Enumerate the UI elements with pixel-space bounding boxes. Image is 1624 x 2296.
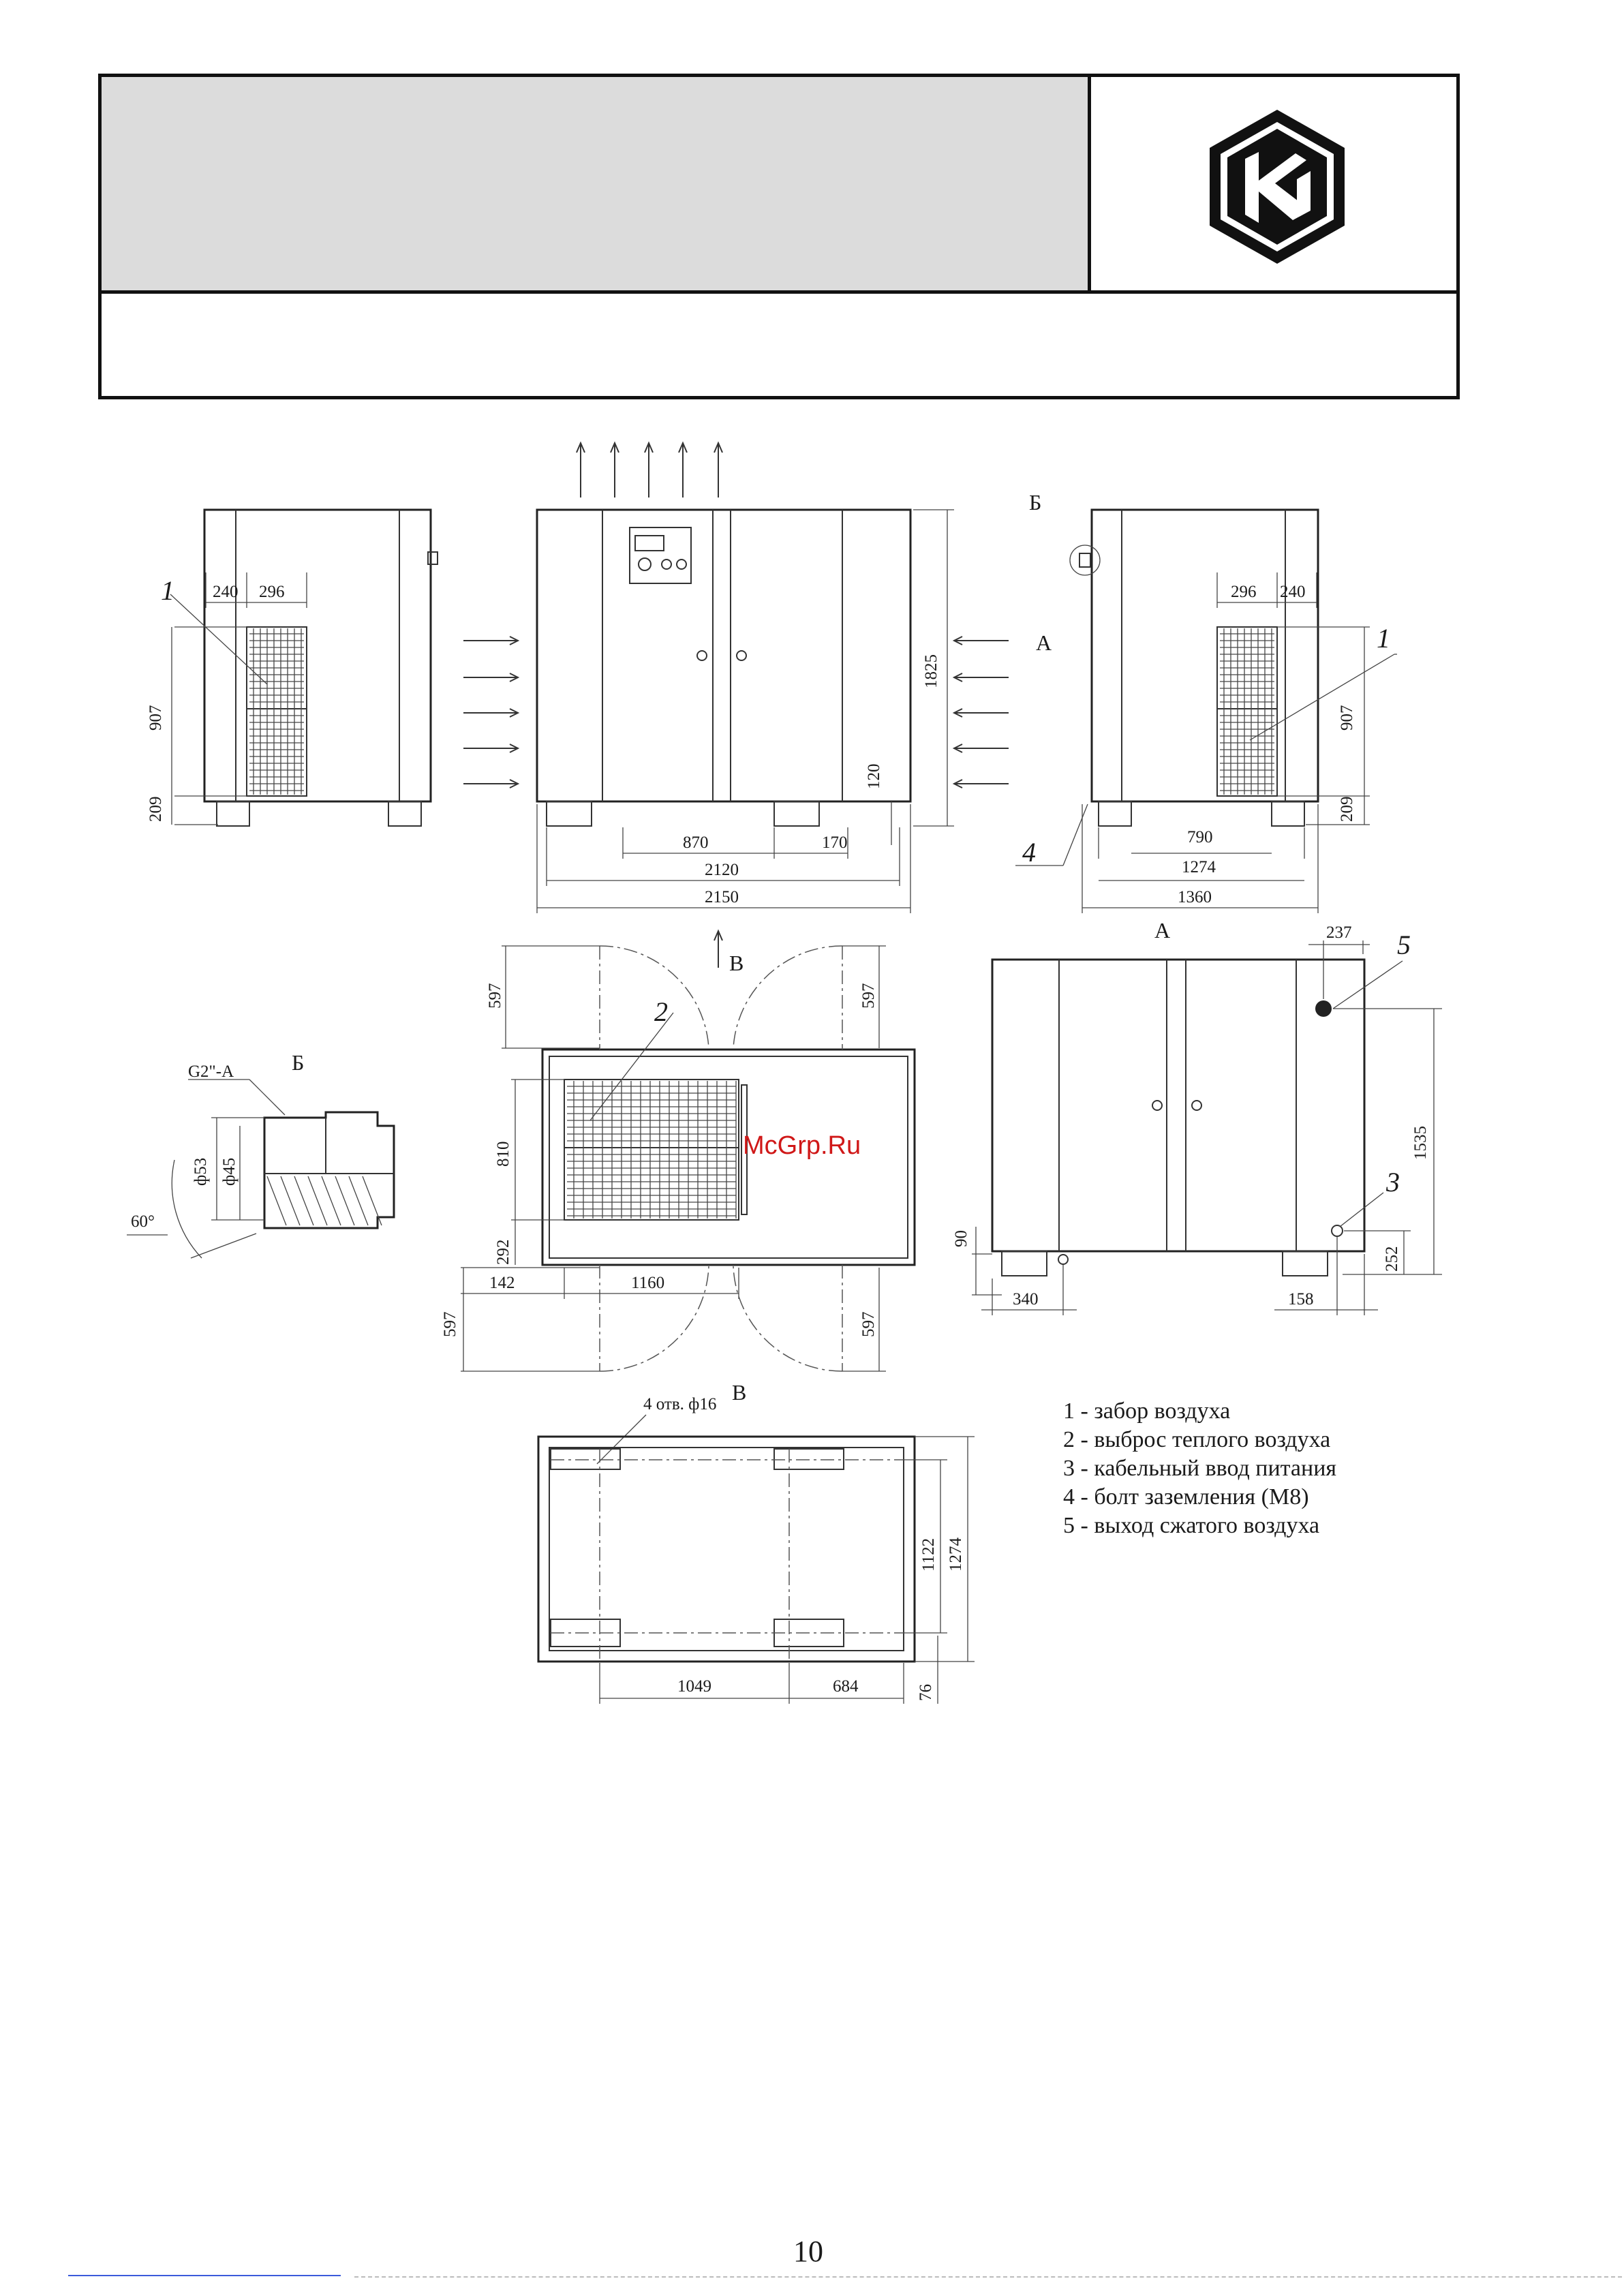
detail-b-view [127, 1050, 394, 1258]
dim-597-top-left: 597 [486, 983, 504, 1009]
dim-296-right: 296 [1231, 583, 1257, 601]
dim-907-right: 907 [1338, 705, 1356, 731]
dim-252: 252 [1383, 1246, 1401, 1272]
dim-907: 907 [147, 705, 165, 731]
dim-142: 142 [489, 1274, 515, 1292]
dim-209-right: 209 [1338, 796, 1356, 822]
dim-158: 158 [1288, 1290, 1314, 1308]
legend-item-4: 4 - болт заземления (М8) [1063, 1484, 1309, 1510]
view-a-title: А [1154, 918, 1171, 943]
detail-b-title: Б [292, 1050, 305, 1075]
view-a [952, 918, 1442, 1315]
dim-phi53: ф53 [191, 1157, 210, 1186]
footer-link[interactable] [68, 2275, 341, 2276]
base-view [538, 1380, 975, 1704]
callout-5: 5 [1397, 930, 1411, 960]
exhaust-arrows [577, 443, 722, 498]
callout-2: 2 [654, 996, 668, 1027]
dim-1360: 1360 [1178, 888, 1212, 906]
dim-1160: 1160 [631, 1274, 665, 1292]
dim-1535: 1535 [1411, 1126, 1430, 1160]
callout-4: 4 [1022, 837, 1036, 868]
view-letter-a: А [1036, 630, 1052, 655]
dim-60deg: 60° [131, 1212, 155, 1231]
dim-1274-right: 1274 [1182, 858, 1216, 876]
legend-item-1: 1 - забор воздуха [1063, 1398, 1231, 1424]
callout-3: 3 [1386, 1167, 1400, 1197]
dim-684: 684 [833, 1677, 859, 1696]
dim-90: 90 [952, 1230, 970, 1247]
callout-1-right: 1 [1377, 623, 1390, 654]
base-view-title: В [732, 1380, 747, 1405]
page-number: 10 [793, 2235, 823, 2268]
dim-2120: 2120 [705, 861, 739, 879]
view-letter-v-top: В [729, 951, 744, 975]
dim-1049: 1049 [677, 1677, 711, 1696]
legend-item-3: 3 - кабельный ввод питания [1063, 1456, 1337, 1481]
callout-1-left: 1 [161, 575, 174, 606]
grille-pattern [249, 628, 304, 795]
dim-209: 209 [147, 796, 165, 822]
legend [1063, 1397, 1336, 1540]
thread-label: G2"-A [188, 1062, 234, 1081]
front-view [463, 443, 1009, 913]
dim-1825: 1825 [922, 654, 940, 688]
dim-240-right: 240 [1280, 583, 1306, 601]
holes-note: 4 отв. ф16 [643, 1395, 717, 1413]
dim-1122: 1122 [919, 1537, 938, 1572]
dim-2150: 2150 [705, 888, 739, 906]
detail-letter-b: Б [1029, 490, 1042, 515]
side-left-view [147, 510, 438, 826]
legend-item-2: 2 - выброс теплого воздуха [1063, 1427, 1331, 1452]
dim-170: 170 [822, 833, 848, 852]
dim-240: 240 [213, 583, 239, 601]
dim-340: 340 [1013, 1290, 1039, 1308]
dim-597-bottom-right: 597 [859, 1311, 878, 1337]
dim-296: 296 [259, 583, 285, 601]
dim-237: 237 [1326, 923, 1352, 942]
dim-870: 870 [683, 833, 709, 852]
dim-597-top-right: 597 [859, 983, 878, 1009]
side-right-view [1015, 490, 1397, 913]
watermark-text: McGrp.Ru [743, 1131, 861, 1160]
dim-1274-base: 1274 [947, 1537, 965, 1572]
dim-292: 292 [494, 1239, 512, 1265]
legend-item-5: 5 - выход сжатого воздуха [1063, 1513, 1320, 1538]
dim-597-bottom-left: 597 [441, 1311, 459, 1337]
dim-810: 810 [494, 1141, 512, 1167]
dim-phi45: ф45 [220, 1157, 239, 1186]
dim-790: 790 [1187, 828, 1213, 846]
dim-76: 76 [917, 1684, 935, 1701]
footer-divider [354, 2276, 1622, 2278]
dim-120: 120 [865, 763, 883, 789]
